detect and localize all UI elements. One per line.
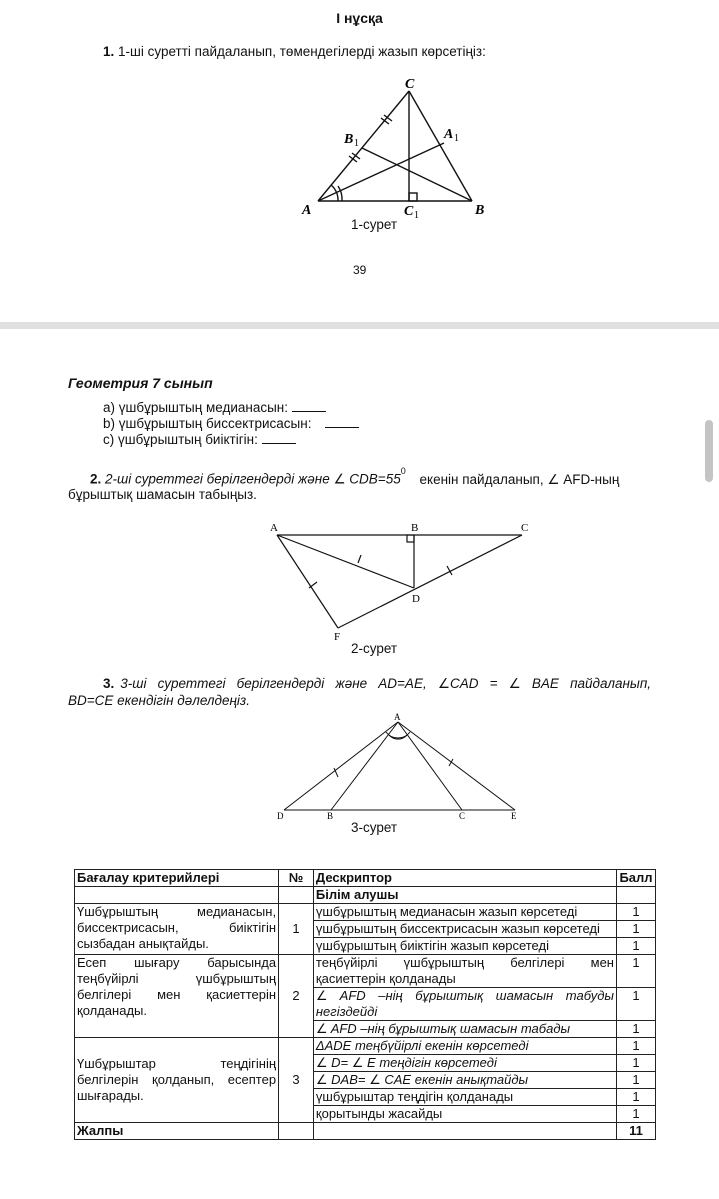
task-number-cell: 1 (279, 904, 314, 955)
line-ae (398, 722, 515, 810)
label-c1-sub: 1 (414, 210, 419, 221)
label-a1-sub: 1 (454, 133, 459, 144)
score-cell: 1 (616, 1089, 655, 1106)
page-number: 39 (353, 263, 367, 277)
descriptor-cell: үшбұрыштың медианасын жазып көрсетеді (313, 904, 616, 921)
score-cell: 1 (616, 1055, 655, 1072)
task-number-cell: 3 (279, 1038, 314, 1123)
label-d: D (277, 811, 284, 821)
task1-text: 1-ші суретті пайдаланып, төмендегілерді жазып көрсетіңіз: (118, 44, 486, 59)
header-criteria: Бағалау критерийлері (75, 870, 279, 887)
descriptor-cell: теңбүйірлі үшбұрыштың белгілері мен қасиеттерін қолданады (313, 955, 616, 988)
figure-1-caption: 1-сурет (351, 217, 398, 232)
task1-item-c: c) үшбұрыштың биіктігін: (103, 431, 296, 447)
descriptor-cell: ∠ D= ∠ E теңдігін көрсетеді (313, 1055, 616, 1072)
table-subheader-row (75, 887, 656, 904)
label-b: B (327, 811, 334, 821)
task2-number: 2. (90, 471, 102, 487)
header-descriptor: Дескриптор (313, 870, 616, 887)
page-header: Геометрия 7 сынып (68, 375, 213, 391)
score-cell: 1 (616, 938, 655, 955)
descriptor-cell: ∠ AFD –нің бұрыштық шамасын табуды негіздейді (313, 988, 616, 1021)
descriptor-cell: қорытынды жасайды (313, 1106, 616, 1123)
task2-text-a: 2-ші суреттегі берілгендерді және ∠ CDB=55 (105, 471, 401, 487)
label-a: A (302, 203, 312, 218)
label-c: C (405, 77, 415, 92)
descriptor-cell: ΔADE теңбүйірлі екенін көрсетеді (313, 1038, 616, 1055)
table-row (75, 1038, 656, 1055)
score-cell: 1 (616, 1072, 655, 1089)
task-number-cell: 2 (279, 955, 314, 1038)
label-c: C (459, 811, 466, 821)
descriptor-cell: үшбұрыштың биіктігін жазып көрсетеді (313, 938, 616, 955)
table-row (75, 904, 656, 921)
label-a: A (394, 712, 401, 722)
score-cell: 1 (616, 921, 655, 938)
figure-2-caption: 2-сурет (351, 641, 398, 656)
label-d: D (412, 593, 420, 605)
total-label: Жалпы (75, 1123, 279, 1140)
page-title: I нұсқа (336, 10, 383, 26)
label-b: B (475, 203, 485, 218)
header-score: Балл (616, 870, 655, 887)
label-e: E (511, 811, 517, 821)
task2-text-b: екенін пайдаланып, ∠ AFD-ның (419, 471, 620, 487)
criteria-cell: Есеп шығару барысында теңбүйірлі үшбұрыштың белгілері мен қасиеттерін қолданады. (75, 955, 279, 1038)
label-c: C (521, 522, 529, 534)
score-cell: 1 (616, 904, 655, 921)
subheader-learner: Білім алушы (313, 887, 616, 904)
task1-number: 1. (103, 44, 115, 59)
criteria-cell: Үшбұрыштар теңдігінің белгілерін қолданып, есептер шығарады. (75, 1038, 279, 1123)
criteria-cell: Үшбұрыштың медианасын, биссектрисасын, биіктігін сызбадан анықтайды. (75, 904, 279, 955)
label-a1: A (444, 127, 454, 142)
total-score: 11 (616, 1123, 655, 1140)
header-no: № (279, 870, 314, 887)
task3-text-line2: BD=CE екендігін дәлелдеңіз. (68, 693, 250, 708)
score-cell: 1 (616, 1038, 655, 1055)
task3-text-line1: 3-ші суреттегі берілгендерді және AD=AE, ∠CAD = ∠ BAE пайдаланып, (120, 676, 651, 691)
score-cell: 1 (616, 988, 655, 1021)
score-cell: 1 (616, 1021, 655, 1038)
task3-number: 3. (103, 676, 115, 691)
table-header-row (75, 870, 656, 887)
score-cell: 1 (616, 955, 655, 988)
score-cell: 1 (616, 1106, 655, 1123)
table-row (75, 955, 656, 988)
label-b1: B (344, 132, 354, 147)
descriptor-cell: ∠ DAB= ∠ CAE екенін анықтайды (313, 1072, 616, 1089)
task2-text-line2: бұрыштық шамасын табыңыз. (68, 487, 257, 502)
label-c1: C (404, 204, 414, 219)
figure-3-caption: 3-сурет (351, 820, 398, 835)
descriptor-cell: ∠ AFD –нің бұрыштық шамасын табады (313, 1021, 616, 1038)
label-b1-sub: 1 (354, 138, 359, 149)
task1-item-b: b) үшбұрыштың биссектрисасын: (103, 415, 359, 431)
label-b: B (411, 522, 419, 534)
label-f: F (334, 631, 341, 643)
assessment-table (74, 869, 656, 1140)
table-total-row (75, 1123, 656, 1140)
descriptor-cell: үшбұрыштар теңдігін қолданады (313, 1089, 616, 1106)
descriptor-cell: үшбұрыштың биссектрисасын жазып көрсетеді (313, 921, 616, 938)
degree-superscript: 0 (400, 466, 406, 476)
task1-item-a: a) үшбұрыштың медианасын: (103, 399, 326, 415)
label-a: A (270, 522, 278, 534)
